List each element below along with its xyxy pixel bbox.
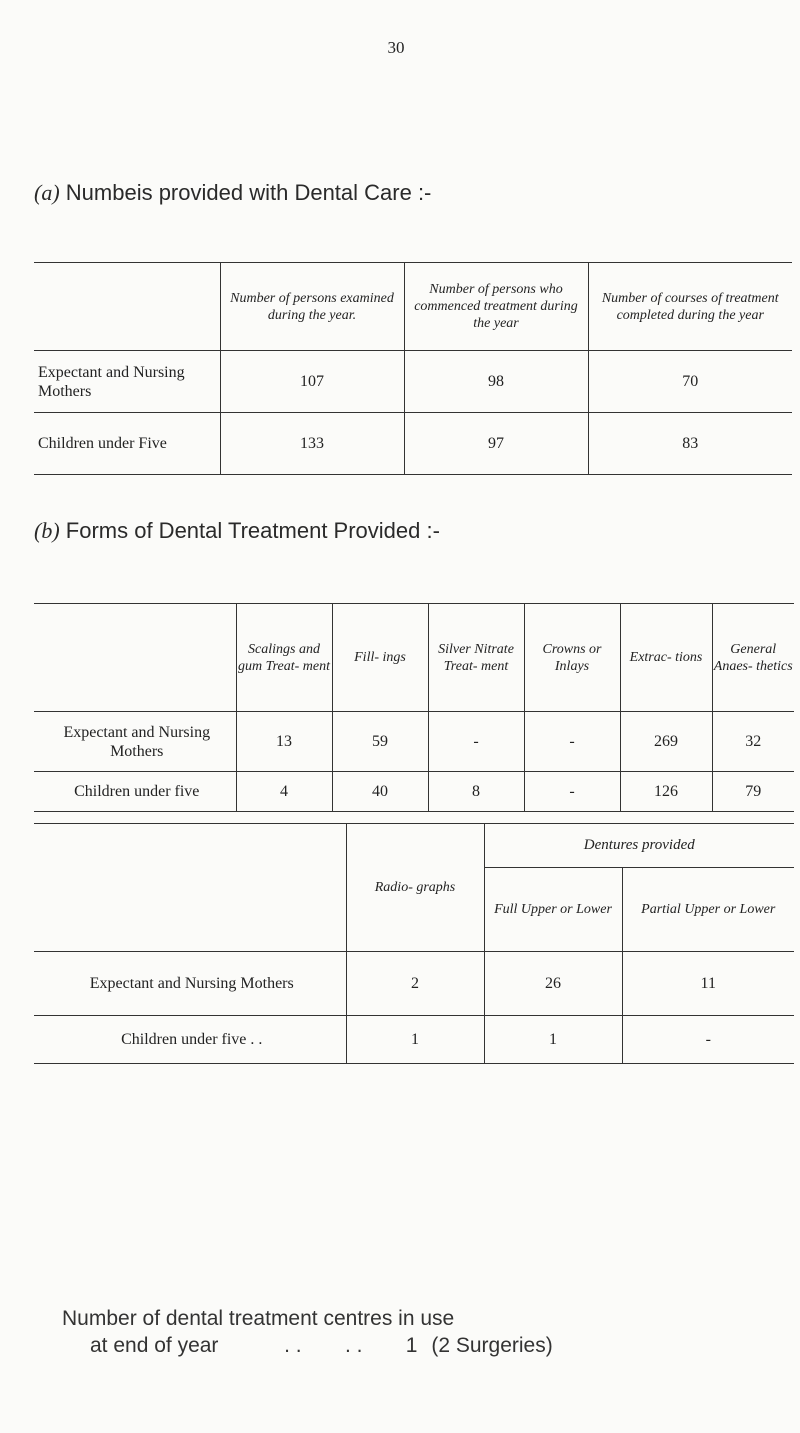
cell-value: 26 xyxy=(484,952,622,1016)
header-crowns-inlays: Crowns or Inlays xyxy=(524,604,620,712)
header-blank xyxy=(34,263,220,351)
cell-value: 32 xyxy=(712,712,794,772)
surgeries-count: (2 Surgeries) xyxy=(431,1334,553,1357)
table-row xyxy=(34,952,794,1016)
row-label: Expectant and Nursing Mothers xyxy=(34,351,220,413)
cell-value: 1 xyxy=(484,1016,622,1064)
cell-value: - xyxy=(524,772,620,812)
treatment-centres-note xyxy=(62,1305,553,1359)
header-partial-dentures: Partial Upper or Lower xyxy=(622,868,794,952)
cell-value: 98 xyxy=(404,351,588,413)
cell-value: 79 xyxy=(712,772,794,812)
cell-value: 97 xyxy=(404,413,588,475)
page-number: 30 xyxy=(387,38,405,57)
table-row xyxy=(34,1016,794,1064)
footer-line-2 xyxy=(62,1332,553,1359)
table-row xyxy=(34,772,794,812)
table-row xyxy=(34,351,792,413)
cell-value: 2 xyxy=(346,952,484,1016)
cell-value: 13 xyxy=(236,712,332,772)
table-dental-treatment-forms xyxy=(34,603,794,812)
cell-value: 107 xyxy=(220,351,404,413)
leader-dots: . . xyxy=(284,1334,302,1357)
section-b-letter: (b) xyxy=(34,518,60,543)
cell-value: 8 xyxy=(428,772,524,812)
row-label: Children under Five xyxy=(34,413,220,475)
header-general-anaesthetics: General Anaes- thetics xyxy=(712,604,794,712)
header-radiographs: Radio- graphs xyxy=(346,824,484,952)
centres-count: 1 xyxy=(405,1334,418,1357)
cell-value: - xyxy=(524,712,620,772)
cell-value: 4 xyxy=(236,772,332,812)
header-commenced-treatment: Number of persons who commenced treatment during the year xyxy=(404,263,588,351)
table-persons-dental-care xyxy=(34,262,792,475)
cell-value: - xyxy=(622,1016,794,1064)
row-label: Children under five xyxy=(34,772,236,812)
row-label: Expectant and Nursing Mothers xyxy=(34,712,236,772)
header-full-dentures: Full Upper or Lower xyxy=(484,868,622,952)
header-extractions: Extrac- tions xyxy=(620,604,712,712)
cell-value: 11 xyxy=(622,952,794,1016)
header-persons-examined: Number of persons examined during the year. xyxy=(220,263,404,351)
header-fillings: Fill- ings xyxy=(332,604,428,712)
section-a-heading xyxy=(34,180,431,206)
footer-line-1: Number of dental treatment centres in use xyxy=(62,1307,455,1330)
header-scalings: Scalings and gum Treat- ment xyxy=(236,604,332,712)
cell-value: - xyxy=(428,712,524,772)
row-label: Children under five . . xyxy=(34,1016,346,1064)
header-silver-nitrate: Silver Nitrate Treat- ment xyxy=(428,604,524,712)
cell-value: 1 xyxy=(346,1016,484,1064)
section-b-title: Forms of Dental Treatment Provided :- xyxy=(65,518,440,543)
section-a-title: Numbeis provided with Dental Care :- xyxy=(65,180,432,205)
footer-label: at end of year xyxy=(90,1334,219,1357)
cell-value: 40 xyxy=(332,772,428,812)
table-row xyxy=(34,413,792,475)
cell-value: 133 xyxy=(220,413,404,475)
row-label: Expectant and Nursing Mothers xyxy=(34,952,346,1016)
header-dentures-provided: Dentures provided xyxy=(484,824,794,868)
cell-value: 126 xyxy=(620,772,712,812)
section-a-letter: (a) xyxy=(34,180,60,205)
section-b-heading xyxy=(34,518,440,544)
header-courses-completed: Number of courses of treatment completed during the year xyxy=(588,263,792,351)
cell-value: 83 xyxy=(588,413,792,475)
cell-value: 70 xyxy=(588,351,792,413)
cell-value: 59 xyxy=(332,712,428,772)
cell-value: 269 xyxy=(620,712,712,772)
table-row xyxy=(34,712,794,772)
leader-dots: . . xyxy=(344,1334,363,1357)
header-blank xyxy=(34,824,346,952)
table-radiographs-dentures xyxy=(34,823,794,1064)
header-blank xyxy=(34,604,236,712)
